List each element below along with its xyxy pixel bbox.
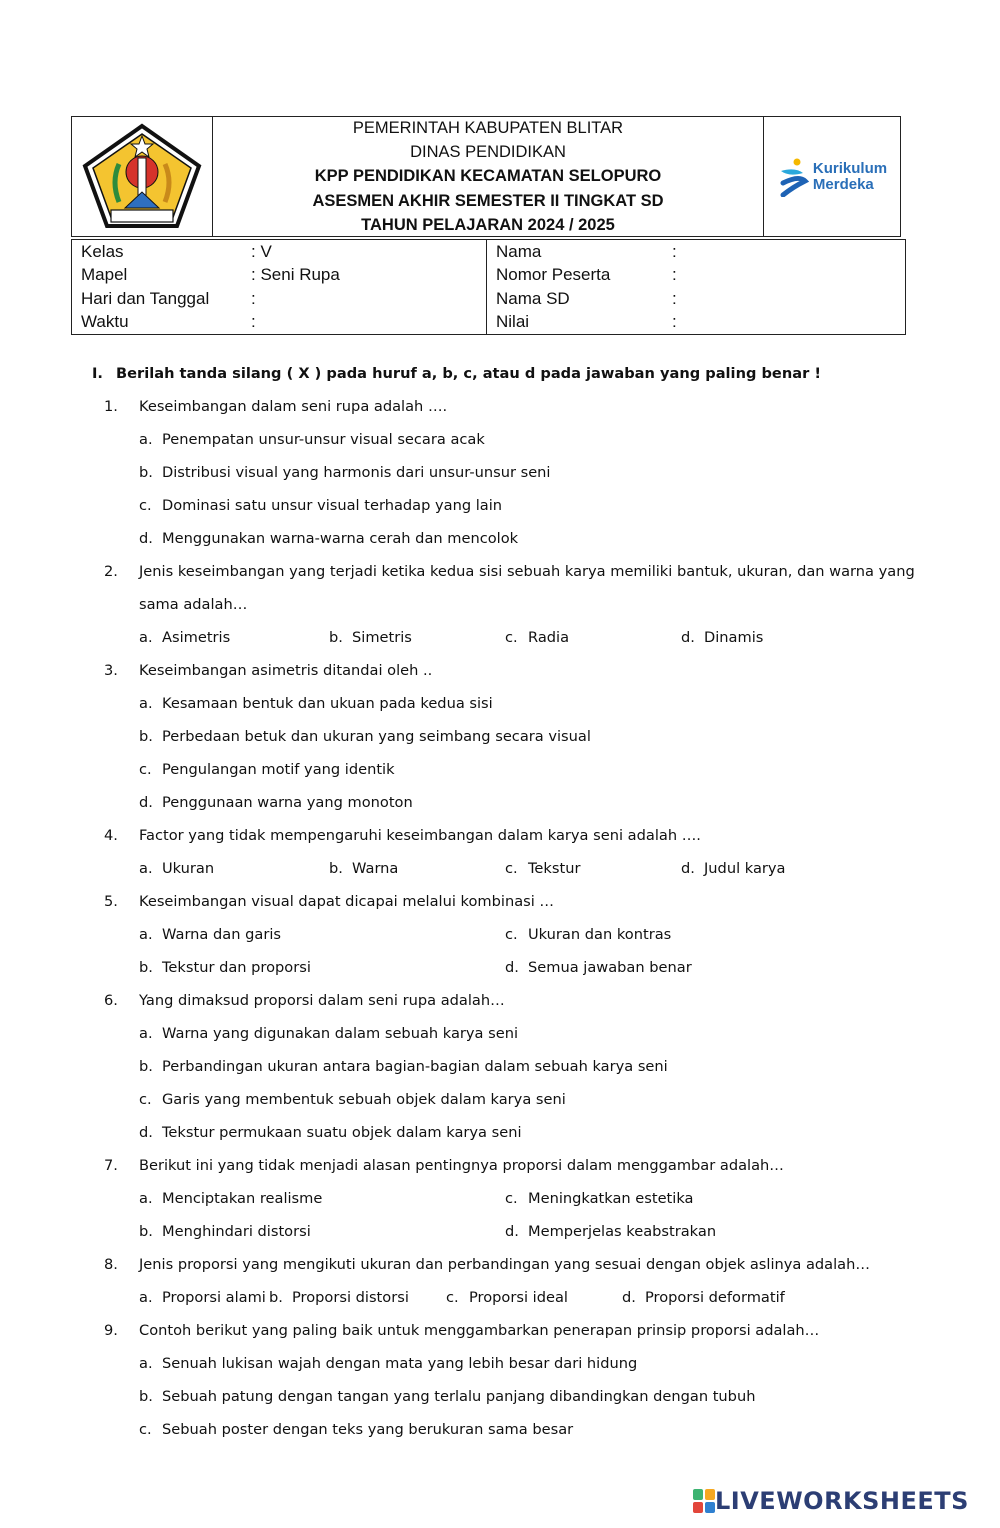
question-number: 9.	[104, 1322, 118, 1339]
info-row	[81, 311, 477, 335]
option-row	[0, 1017, 1000, 1050]
option-text[interactable]: Tekstur permukaan suatu objek dalam karya seni	[162, 1124, 522, 1141]
option-text[interactable]: Penempatan unsur-unsur visual secara acak	[162, 431, 485, 448]
question-number: 3.	[104, 662, 118, 679]
answer-option[interactable]	[139, 464, 550, 481]
question-number: 7.	[104, 1157, 118, 1174]
option-letter[interactable]: b.	[269, 1289, 283, 1306]
option-letter[interactable]: b.	[139, 1223, 153, 1240]
info-row	[81, 240, 477, 264]
option-text[interactable]: Warna yang digunakan dalam sebuah karya seni	[162, 1025, 519, 1042]
answer-option[interactable]	[139, 959, 311, 976]
info-value: : V	[251, 241, 272, 261]
answer-option[interactable]	[269, 1289, 409, 1306]
option-row	[0, 489, 1000, 522]
option-text[interactable]: Ukuran	[162, 860, 215, 877]
option-letter[interactable]: c.	[505, 629, 518, 646]
option-text[interactable]: Semua jawaban benar	[528, 959, 692, 976]
option-row	[0, 753, 1000, 786]
info-value: :	[251, 288, 256, 308]
question-text: Berikut ini yang tidak menjadi alasan pentingnya proporsi dalam menggambar adalah…	[139, 1157, 784, 1174]
answer-option[interactable]	[139, 1421, 573, 1438]
question-6	[0, 984, 1000, 1017]
info-value: :	[672, 312, 677, 332]
option-row	[0, 786, 1000, 819]
option-letter[interactable]: a.	[139, 860, 153, 877]
answer-option[interactable]	[139, 794, 413, 811]
question-number: 6.	[104, 992, 118, 1009]
option-text[interactable]: Tekstur dan proporsi	[162, 959, 311, 976]
option-letter[interactable]: b.	[139, 1388, 153, 1405]
question-list	[0, 357, 1000, 1446]
section-instruction	[0, 357, 1000, 390]
option-text[interactable]: Garis yang membentuk sebuah objek dalam karya seni	[162, 1091, 566, 1108]
option-letter[interactable]: d.	[139, 1124, 153, 1141]
option-letter[interactable]: c.	[139, 1091, 152, 1108]
option-row	[0, 1050, 1000, 1083]
answer-option[interactable]	[622, 1289, 785, 1306]
answer-option[interactable]	[139, 926, 281, 943]
option-letter[interactable]: d.	[622, 1289, 636, 1306]
km-line-merdeka: Merdeka	[812, 175, 874, 193]
option-row	[0, 951, 1000, 984]
option-row	[0, 1182, 1000, 1215]
info-right-column	[487, 240, 905, 334]
info-label: Hari dan Tanggal	[81, 288, 210, 308]
option-letter[interactable]: d.	[505, 959, 519, 976]
question-number: 5.	[104, 893, 118, 910]
option-text[interactable]: Proporsi ideal	[469, 1289, 568, 1306]
question-8	[0, 1248, 1000, 1281]
answer-option[interactable]	[139, 1388, 755, 1405]
option-letter[interactable]: a.	[139, 431, 153, 448]
answer-option[interactable]	[505, 1223, 716, 1240]
answer-option[interactable]	[505, 629, 569, 646]
option-letter[interactable]: c.	[505, 860, 518, 877]
info-label: Nomor Peserta	[496, 265, 611, 285]
option-row	[0, 687, 1000, 720]
option-row	[0, 1413, 1000, 1446]
option-text[interactable]: Warna	[352, 860, 399, 877]
header-line-exam: ASESMEN AKHIR SEMESTER II TINGKAT SD	[312, 191, 664, 210]
option-letter[interactable]: d.	[139, 794, 153, 811]
option-text[interactable]: Judul karya	[704, 860, 786, 877]
info-label: Kelas	[81, 241, 124, 261]
option-letter[interactable]: b.	[139, 728, 153, 745]
option-text[interactable]: Ukuran dan kontras	[528, 926, 672, 943]
option-text[interactable]: Perbandingan ukuran antara bagian-bagian dalam sebuah karya seni	[162, 1058, 668, 1075]
option-letter[interactable]: a.	[139, 1190, 153, 1207]
option-letter[interactable]: b.	[139, 1058, 153, 1075]
info-label: Nilai	[496, 312, 530, 332]
answer-option[interactable]	[139, 1223, 311, 1240]
info-value: : Seni Rupa	[251, 265, 340, 285]
regency-logo-cell	[72, 117, 213, 236]
answer-option[interactable]	[139, 1058, 668, 1075]
question-1	[0, 390, 1000, 423]
option-letter[interactable]: c.	[139, 1421, 152, 1438]
exam-header	[71, 116, 901, 237]
answer-option[interactable]	[505, 926, 671, 943]
answer-option[interactable]	[446, 1289, 568, 1306]
option-letter[interactable]: c.	[139, 761, 152, 778]
option-text[interactable]: Menggunakan warna-warna cerah dan mencolok	[162, 530, 519, 547]
option-letter[interactable]: c.	[139, 497, 152, 514]
info-left-column	[72, 240, 487, 334]
info-row	[81, 264, 477, 288]
kurikulum-merdeka-logo	[763, 117, 900, 236]
option-letter[interactable]: b.	[329, 860, 343, 877]
option-text[interactable]: Proporsi distorsi	[292, 1289, 409, 1306]
option-text[interactable]: Kesamaan bentuk dan ukuan pada kedua sisi	[162, 695, 493, 712]
answer-option[interactable]	[139, 695, 493, 712]
blitar-regency-emblem-icon	[81, 122, 203, 232]
answer-option[interactable]	[139, 1025, 518, 1042]
answer-option[interactable]	[505, 860, 580, 877]
header-line-kpp: KPP PENDIDIKAN KECAMATAN SELOPURO	[314, 167, 662, 186]
answer-option[interactable]	[139, 1124, 522, 1141]
question-text-continued: sama adalah…	[139, 596, 248, 613]
option-letter[interactable]: b.	[329, 629, 343, 646]
option-row	[0, 852, 1000, 885]
option-letter[interactable]: b.	[139, 464, 153, 481]
info-row	[496, 264, 896, 288]
option-row	[0, 1347, 1000, 1380]
question-text: Keseimbangan asimetris ditandai oleh ..	[139, 662, 433, 679]
option-row	[0, 423, 1000, 456]
info-label: Waktu	[81, 312, 129, 332]
option-text[interactable]: Penggunaan warna yang monoton	[162, 794, 413, 811]
info-value: :	[672, 241, 677, 261]
answer-option[interactable]	[681, 860, 785, 877]
option-letter[interactable]: b.	[139, 959, 153, 976]
km-line-kurikulum: Kurikulum	[812, 159, 888, 177]
option-row	[0, 621, 1000, 654]
option-letter[interactable]: a.	[139, 1355, 153, 1372]
option-text[interactable]: Proporsi alami	[162, 1289, 266, 1306]
option-row	[0, 1083, 1000, 1116]
option-text[interactable]: Asimetris	[162, 629, 231, 646]
answer-option[interactable]	[505, 1190, 693, 1207]
answer-option[interactable]	[139, 860, 214, 877]
option-text[interactable]: Meningkatkan estetika	[528, 1190, 694, 1207]
option-letter[interactable]: c.	[446, 1289, 459, 1306]
option-text[interactable]: Proporsi deformatif	[645, 1289, 785, 1306]
option-letter[interactable]: d.	[139, 530, 153, 547]
answer-option[interactable]	[139, 1355, 637, 1372]
answer-option[interactable]	[139, 530, 518, 547]
option-letter[interactable]: c.	[505, 926, 518, 943]
question-text: Jenis proporsi yang mengikuti ukuran dan perbandingan yang sesuai dengan objek aslinya adalah…	[139, 1256, 870, 1273]
header-title-block	[213, 117, 763, 236]
liveworksheets-watermark	[693, 1487, 969, 1515]
option-letter[interactable]: a.	[139, 1025, 153, 1042]
question-text: Jenis keseimbangan yang terjadi ketika kedua sisi sebuah karya memiliki bantuk, ukuran, dan warna yang	[139, 563, 915, 580]
option-letter[interactable]: c.	[505, 1190, 518, 1207]
info-label: Nama SD	[496, 288, 570, 308]
option-letter[interactable]: d.	[505, 1223, 519, 1240]
option-text[interactable]: Senuah lukisan wajah dengan mata yang lebih besar dari hidung	[162, 1355, 638, 1372]
info-row	[496, 240, 896, 264]
question-number: 1.	[104, 398, 118, 415]
option-row	[0, 720, 1000, 753]
info-value: :	[672, 288, 677, 308]
option-text[interactable]: Pengulangan motif yang identik	[162, 761, 395, 778]
question-text: Factor yang tidak mempengaruhi keseimbangan dalam karya seni adalah ….	[139, 827, 701, 844]
answer-option[interactable]	[139, 728, 591, 745]
question-9	[0, 1314, 1000, 1347]
option-text[interactable]: Perbedaan betuk dan ukuran yang seimbang secara visual	[162, 728, 591, 745]
info-row	[496, 311, 896, 335]
option-letter[interactable]: a.	[139, 629, 153, 646]
option-text[interactable]: Distribusi visual yang harmonis dari unsur-unsur seni	[162, 464, 551, 481]
option-letter[interactable]: a.	[139, 1289, 153, 1306]
option-row	[0, 1215, 1000, 1248]
answer-option[interactable]	[329, 629, 412, 646]
kurikulum-merdeka-icon	[777, 157, 809, 197]
option-text[interactable]: Menciptakan realisme	[162, 1190, 323, 1207]
section-instruction-text: Berilah tanda silang ( X ) pada huruf a, b, c, atau d pada jawaban yang paling benar !	[116, 365, 821, 382]
question-number: 2.	[104, 563, 118, 580]
option-text[interactable]: Dominasi satu unsur visual terhadap yang lain	[162, 497, 503, 514]
answer-option[interactable]	[139, 1091, 566, 1108]
option-text[interactable]: Tekstur	[528, 860, 581, 877]
info-row	[496, 287, 896, 311]
question-5	[0, 885, 1000, 918]
watermark-text: LIVEWORKSHEETS	[715, 1487, 969, 1515]
answer-option[interactable]	[139, 497, 502, 514]
section-number: I.	[92, 365, 103, 382]
option-letter[interactable]: d.	[681, 629, 695, 646]
header-line-government: PEMERINTAH KABUPATEN BLITAR	[352, 118, 624, 137]
info-value: :	[251, 312, 256, 332]
question-2	[0, 555, 1000, 588]
option-row	[0, 1281, 1000, 1314]
option-text[interactable]: Memperjelas keabstrakan	[528, 1223, 717, 1240]
option-letter[interactable]: a.	[139, 926, 153, 943]
option-letter[interactable]: a.	[139, 695, 153, 712]
answer-option[interactable]	[139, 1190, 322, 1207]
question-text: Keseimbangan dalam seni rupa adalah ….	[139, 398, 448, 415]
answer-option[interactable]	[681, 629, 763, 646]
answer-option[interactable]	[329, 860, 398, 877]
option-text[interactable]: Simetris	[352, 629, 412, 646]
info-row	[81, 287, 477, 311]
question-4	[0, 819, 1000, 852]
option-row	[0, 456, 1000, 489]
info-value: :	[672, 265, 677, 285]
question-text: Contoh berikut yang paling baik untuk menggambarkan penerapan prinsip proporsi adalah…	[139, 1322, 820, 1339]
answer-option[interactable]	[139, 629, 230, 646]
option-row	[0, 918, 1000, 951]
option-row	[0, 1116, 1000, 1149]
question-number: 8.	[104, 1256, 118, 1273]
question-7	[0, 1149, 1000, 1182]
question-text: Yang dimaksud proporsi dalam seni rupa adalah…	[139, 992, 505, 1009]
option-row	[0, 522, 1000, 555]
answer-option[interactable]	[139, 431, 485, 448]
option-letter[interactable]: d.	[681, 860, 695, 877]
option-text[interactable]: Warna dan garis	[162, 926, 281, 943]
option-text[interactable]: Dinamis	[704, 629, 764, 646]
answer-option[interactable]	[139, 1289, 266, 1306]
info-label: Mapel	[81, 265, 128, 285]
liveworksheets-logo-icon	[693, 1489, 715, 1513]
answer-option[interactable]	[139, 761, 395, 778]
option-text[interactable]: Sebuah poster dengan teks yang berukuran sama besar	[162, 1421, 574, 1438]
option-row	[0, 1380, 1000, 1413]
student-info-table	[71, 239, 906, 335]
question-3	[0, 654, 1000, 687]
question-number: 4.	[104, 827, 118, 844]
header-line-agency: DINAS PENDIDIKAN	[410, 143, 566, 162]
question-text: Keseimbangan visual dapat dicapai melalui kombinasi …	[139, 893, 555, 910]
option-text[interactable]: Menghindari distorsi	[162, 1223, 311, 1240]
info-label: Nama	[496, 241, 542, 261]
answer-option[interactable]	[505, 959, 692, 976]
option-text[interactable]: Radia	[528, 629, 570, 646]
option-text[interactable]: Sebuah patung dengan tangan yang terlalu panjang dibandingkan dengan tubuh	[162, 1388, 756, 1405]
header-line-year: TAHUN PELAJARAN 2024 / 2025	[361, 215, 615, 234]
